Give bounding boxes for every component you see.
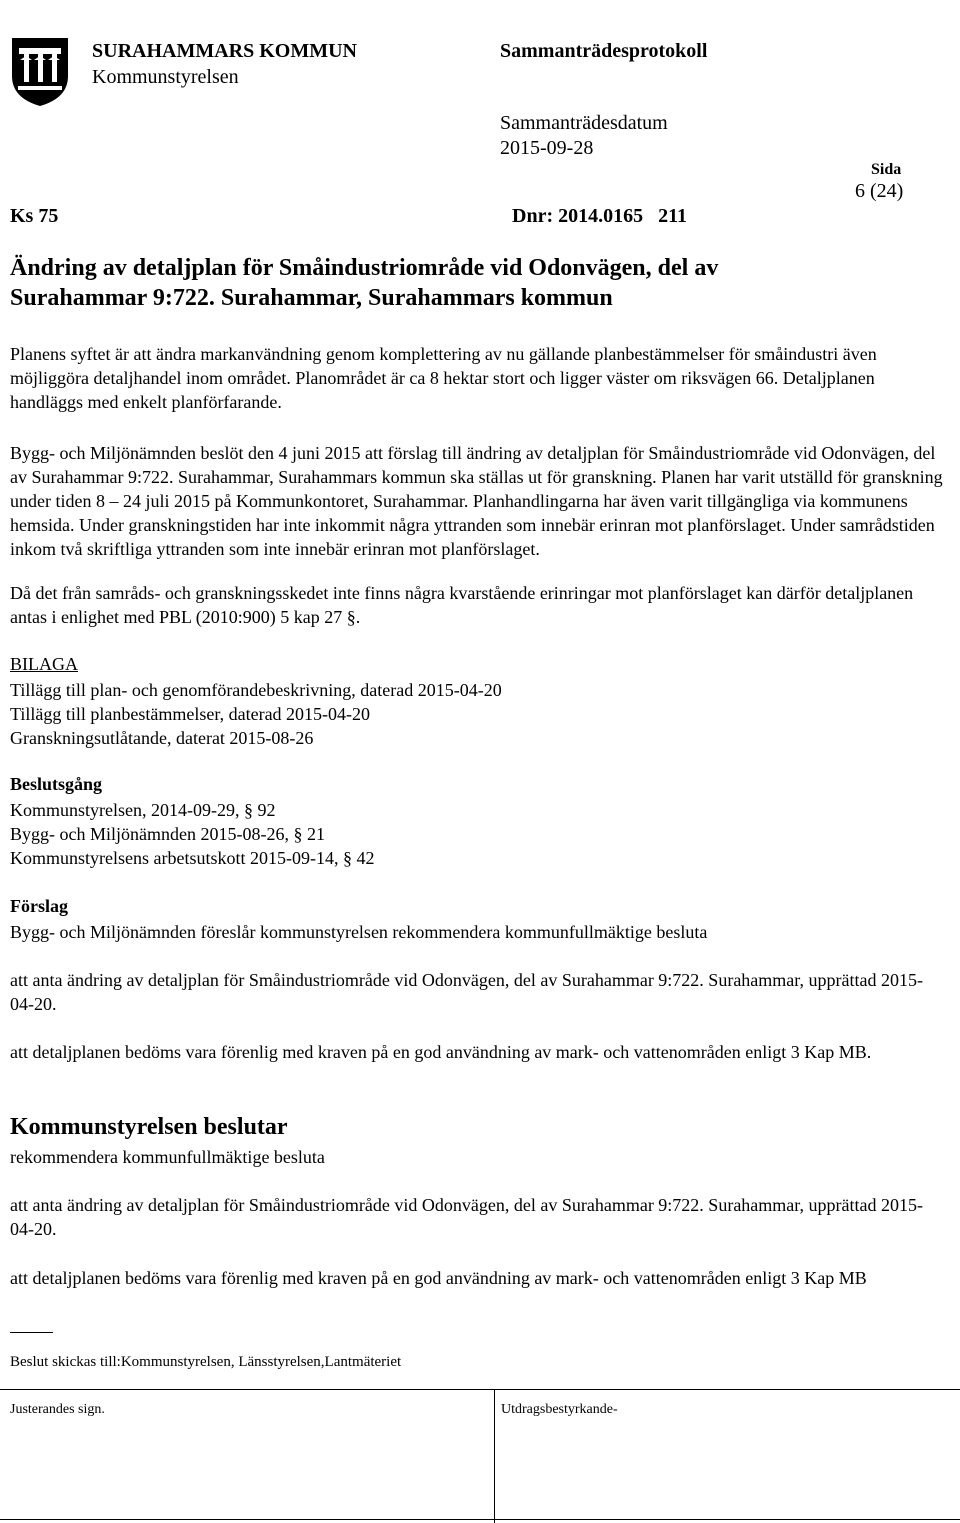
intro-paragraph-2: Bygg- och Miljönämnden beslöt den 4 juni 2015 att förslag till ändring av detaljplan för Småindustriområde vid Odonvägen, del av Surahammar 9:722. Surahammar, Surahammars kommun ska ställas ut för granskning. Planen har varit utställd för granskning under tiden 8 – 24 juli 2015 på Kommunkontoret, Surahammar. Planhandlingarna har även varit tillgängliga via kommunens hemsida. Under granskningstiden har inte inkommit några yttranden som innebär erinran mot planförslaget. Under samrådstiden inkom två skriftliga yttranden som inte innebär erinran mot planförslaget. — [10, 443, 943, 559]
beslutsgang-item-3: Kommunstyrelsens arbetsutskott 2015-09-14, § 42 — [10, 848, 375, 868]
municipality-name: SURAHAMMARS KOMMUN — [92, 40, 357, 62]
forslag-heading: Förslag — [10, 896, 68, 916]
beslut-att-2: att detaljplanen bedöms vara förenlig med kraven på en god användning av mark- och vattenområden enligt 3 Kap MB — [10, 1268, 867, 1288]
bilaga-heading[interactable]: BILAGA — [10, 654, 78, 674]
justerandes-sign-label: Justerandes sign. — [10, 1402, 105, 1417]
document-type: Sammanträdesprotokoll — [500, 40, 708, 62]
document-title: Ändring av detaljplan för Småindustriområde vid Odonvägen, del av Surahammar 9:722. Surahammar, Surahammars kommun — [10, 255, 719, 311]
intro-paragraph-1: Planens syftet är att ändra markanvändning genom komplettering av nu gällande planbestämmelser för småindustri även möjliggöra detaljhandel inom området. Planområdet är ca 8 hektar stort och ligger väster om riksvägen 66. Detaljplanen handläggs med enkelt planförfarande. — [10, 344, 877, 412]
footer-top-rule — [0, 1389, 960, 1390]
utdragsbestyrkande-label: Utdragsbestyrkande- — [501, 1402, 618, 1417]
case-number: Ks 75 — [10, 205, 59, 227]
coat-of-arms-logo-icon — [10, 36, 70, 108]
bilaga-item-3: Granskningsutlåtande, daterat 2015-08-26 — [10, 728, 314, 748]
board-name: Kommunstyrelsen — [92, 66, 239, 88]
meeting-date-label: Sammanträdesdatum — [500, 112, 668, 134]
beslut-intro: rekommendera kommunfullmäktige besluta — [10, 1147, 325, 1167]
page-number: 6 (24) — [855, 180, 904, 202]
forslag-att-2: att detaljplanen bedöms vara förenlig med kraven på en god användning av mark- och vattenområden enligt 3 Kap MB. — [10, 1042, 872, 1062]
bilaga-item-1: Tillägg till plan- och genomförandebeskrivning, daterad 2015-04-20 — [10, 680, 502, 700]
footer-bottom-rule — [0, 1519, 960, 1520]
forslag-intro: Bygg- och Miljönämnden föreslår kommunstyrelsen rekommendera kommunfullmäktige besluta — [10, 922, 708, 942]
diary-number: Dnr: 2014.0165 211 — [512, 205, 687, 227]
meeting-date: 2015-09-28 — [500, 137, 594, 159]
page-label: Sida — [871, 161, 902, 178]
forslag-att-1: att anta ändring av detaljplan för Småindustriområde vid Odonvägen, del av Surahammar 9:722. Surahammar, upprättad 2015-04-20. — [10, 970, 924, 1014]
intro-paragraph-3: Då det från samråds- och granskningsskedet inte finns några kvarstående erinringar mot planförslaget kan därför detaljplanen antas i enlighet med PBL (2010:900) 5 kap 27 §. — [10, 583, 914, 627]
separator-rule — [10, 1332, 53, 1333]
footer-divider — [494, 1389, 495, 1523]
beslutsgang-item-1: Kommunstyrelsen, 2014-09-29, § 92 — [10, 800, 276, 820]
beslutsgang-item-2: Bygg- och Miljönämnden 2015-08-26, § 21 — [10, 824, 325, 844]
beslutsgang-heading: Beslutsgång — [10, 774, 103, 794]
beslut-att-1: att anta ändring av detaljplan för Småindustriområde vid Odonvägen, del av Surahammar 9:722. Surahammar, upprättad 2015-04-20. — [10, 1195, 924, 1239]
sent-to: Beslut skickas till:Kommunstyrelsen, Länsstyrelsen,Lantmäteriet — [10, 1354, 402, 1370]
bilaga-item-2: Tillägg till planbestämmelser, daterad 2015-04-20 — [10, 704, 371, 724]
beslut-heading: Kommunstyrelsen beslutar — [10, 1114, 288, 1140]
